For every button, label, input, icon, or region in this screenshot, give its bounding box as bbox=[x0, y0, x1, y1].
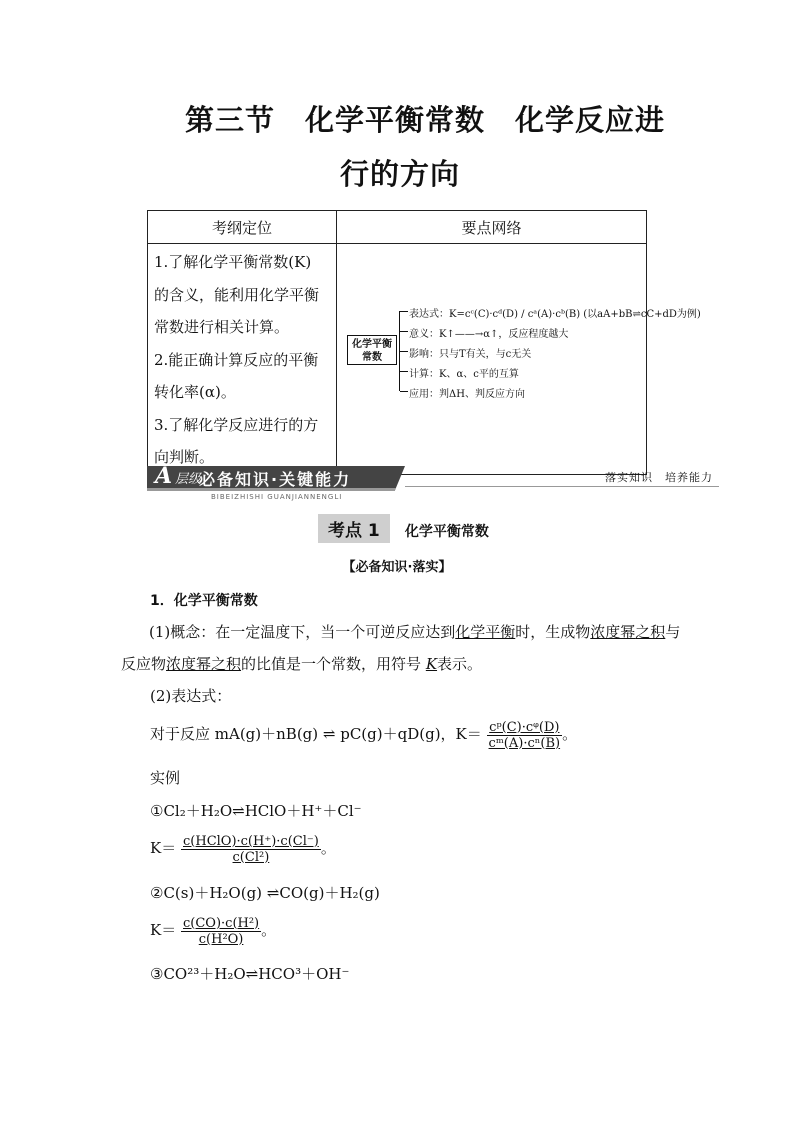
concept-text: (1)概念：在一定温度下，当一个可逆反应达到 bbox=[149, 623, 456, 641]
fraction-denominator: cᵐ(A)·cⁿ(B) bbox=[488, 735, 561, 751]
expression-fraction bbox=[487, 720, 563, 751]
concept-map-cell bbox=[337, 244, 701, 475]
map-item-meaning: 意义：K↑——→α↑，反应程度越大 bbox=[409, 329, 569, 340]
page-title-line-1: 第三节 化学平衡常数 化学反应进 bbox=[184, 103, 665, 137]
map-tick bbox=[400, 351, 408, 352]
period: 。 bbox=[562, 725, 578, 743]
header-syllabus: 考纲定位 bbox=[148, 211, 337, 244]
fraction-numerator: c(CO)·c(H²) bbox=[183, 915, 260, 931]
concept-text: 时，生成物 bbox=[515, 623, 591, 641]
period: 。 bbox=[320, 839, 336, 857]
requirement-line: 的含义，能利用化学平衡 bbox=[154, 285, 320, 304]
banner-letter: A bbox=[155, 463, 173, 489]
concept-blank: 浓度幂 bbox=[590, 623, 636, 641]
fraction-numerator: cᵖ(C)·cᵠ(D) bbox=[487, 720, 563, 736]
example-label: 实例 bbox=[150, 769, 181, 787]
banner-slogan: 落实知识 培养能力 bbox=[605, 471, 713, 484]
banner-level: 层级 bbox=[175, 472, 202, 487]
map-tick bbox=[400, 391, 408, 392]
concept-paragraph bbox=[121, 616, 681, 680]
page-title-line-2: 行的方向 bbox=[339, 157, 460, 191]
banner-title: 必备知识·关键能力 bbox=[199, 470, 352, 489]
fraction-numerator: c(HClO)·c(H⁺)·c(Cl⁻) bbox=[183, 833, 319, 849]
map-tick bbox=[400, 311, 408, 312]
level-banner bbox=[147, 463, 719, 501]
k-equals: K＝ bbox=[150, 839, 177, 857]
map-item-calculation: 计算：K、α、c平的互算 bbox=[409, 369, 519, 380]
map-item-expression: 表达式：K=cᶜ(C)·cᵈ(D) / cᵃ(A)·cᵇ(B) (以aA+bB⇌cC+dD为例) bbox=[409, 309, 701, 320]
requirement-line: 1.了解化学平衡常数(K) bbox=[154, 253, 312, 271]
period: 。 bbox=[261, 921, 277, 939]
fraction-denominator: c(H²O) bbox=[198, 931, 244, 947]
requirements-cell bbox=[148, 244, 337, 475]
example-2-equation: ②C(s)＋H₂O(g) ⇌CO(g)＋H₂(g) bbox=[150, 884, 380, 902]
map-tick bbox=[400, 371, 408, 372]
section-title: 【必备知识·落实】 bbox=[342, 560, 452, 575]
k-equals: K＝ bbox=[150, 921, 177, 939]
map-tick bbox=[400, 331, 408, 332]
requirement-line: 2.能正确计算反应的平衡 bbox=[154, 350, 319, 369]
map-item-application: 应用：判ΔH、判反应方向 bbox=[409, 389, 525, 400]
outline-table bbox=[147, 210, 701, 475]
concept-text: 表示。 bbox=[437, 655, 483, 673]
fraction-denominator: c(Cl²) bbox=[232, 849, 270, 865]
topic-tag: 考点 1 bbox=[318, 514, 390, 543]
example-2-fraction bbox=[181, 916, 261, 947]
concept-blank: K bbox=[425, 655, 438, 673]
header-network: 要点网络 bbox=[337, 211, 647, 244]
concept-text: 的比值是一个常数，用符号 bbox=[241, 655, 422, 673]
requirement-line: 转化率(α)。 bbox=[154, 383, 236, 401]
example-1-fraction bbox=[181, 834, 321, 865]
topic-heading bbox=[318, 514, 489, 543]
banner-pinyin: BIBEIZHISHI GUANJIANNENGLI bbox=[211, 493, 343, 501]
requirement-line: 3.了解化学反应进行的方 bbox=[154, 415, 319, 434]
concept-text: 与反应物 bbox=[121, 623, 681, 673]
example-1-k bbox=[150, 832, 710, 865]
heading-1: 1．化学平衡常数 bbox=[150, 593, 258, 609]
example-2-k bbox=[150, 914, 710, 947]
topic-title: 化学平衡常数 bbox=[404, 524, 489, 540]
expression-label: (2)表达式： bbox=[150, 687, 232, 705]
expression-text: 对于反应 mA(g)＋nB(g) ⇌ pC(g)＋qD(g)，K＝ bbox=[150, 725, 482, 743]
banner-rule bbox=[405, 486, 719, 487]
example-3-equation: ③CO²³＋H₂O⇌HCO³＋OH⁻ bbox=[150, 965, 350, 983]
example-1-equation: ①Cl₂＋H₂O⇌HClO＋H⁺＋Cl⁻ bbox=[150, 802, 362, 820]
requirement-line: 向判断。 bbox=[154, 448, 215, 466]
concept-blank: 之积 bbox=[635, 623, 666, 641]
concept-blank: 化学平衡 bbox=[455, 623, 516, 641]
map-item-influence: 影响：只与T有关，与c无关 bbox=[409, 349, 532, 360]
concept-map-root: 化学平衡常数 bbox=[347, 335, 397, 365]
expression-line bbox=[150, 718, 710, 751]
concept-blank: 浓度幂之积 bbox=[166, 655, 242, 673]
requirement-line: 常数进行相关计算。 bbox=[154, 318, 290, 336]
